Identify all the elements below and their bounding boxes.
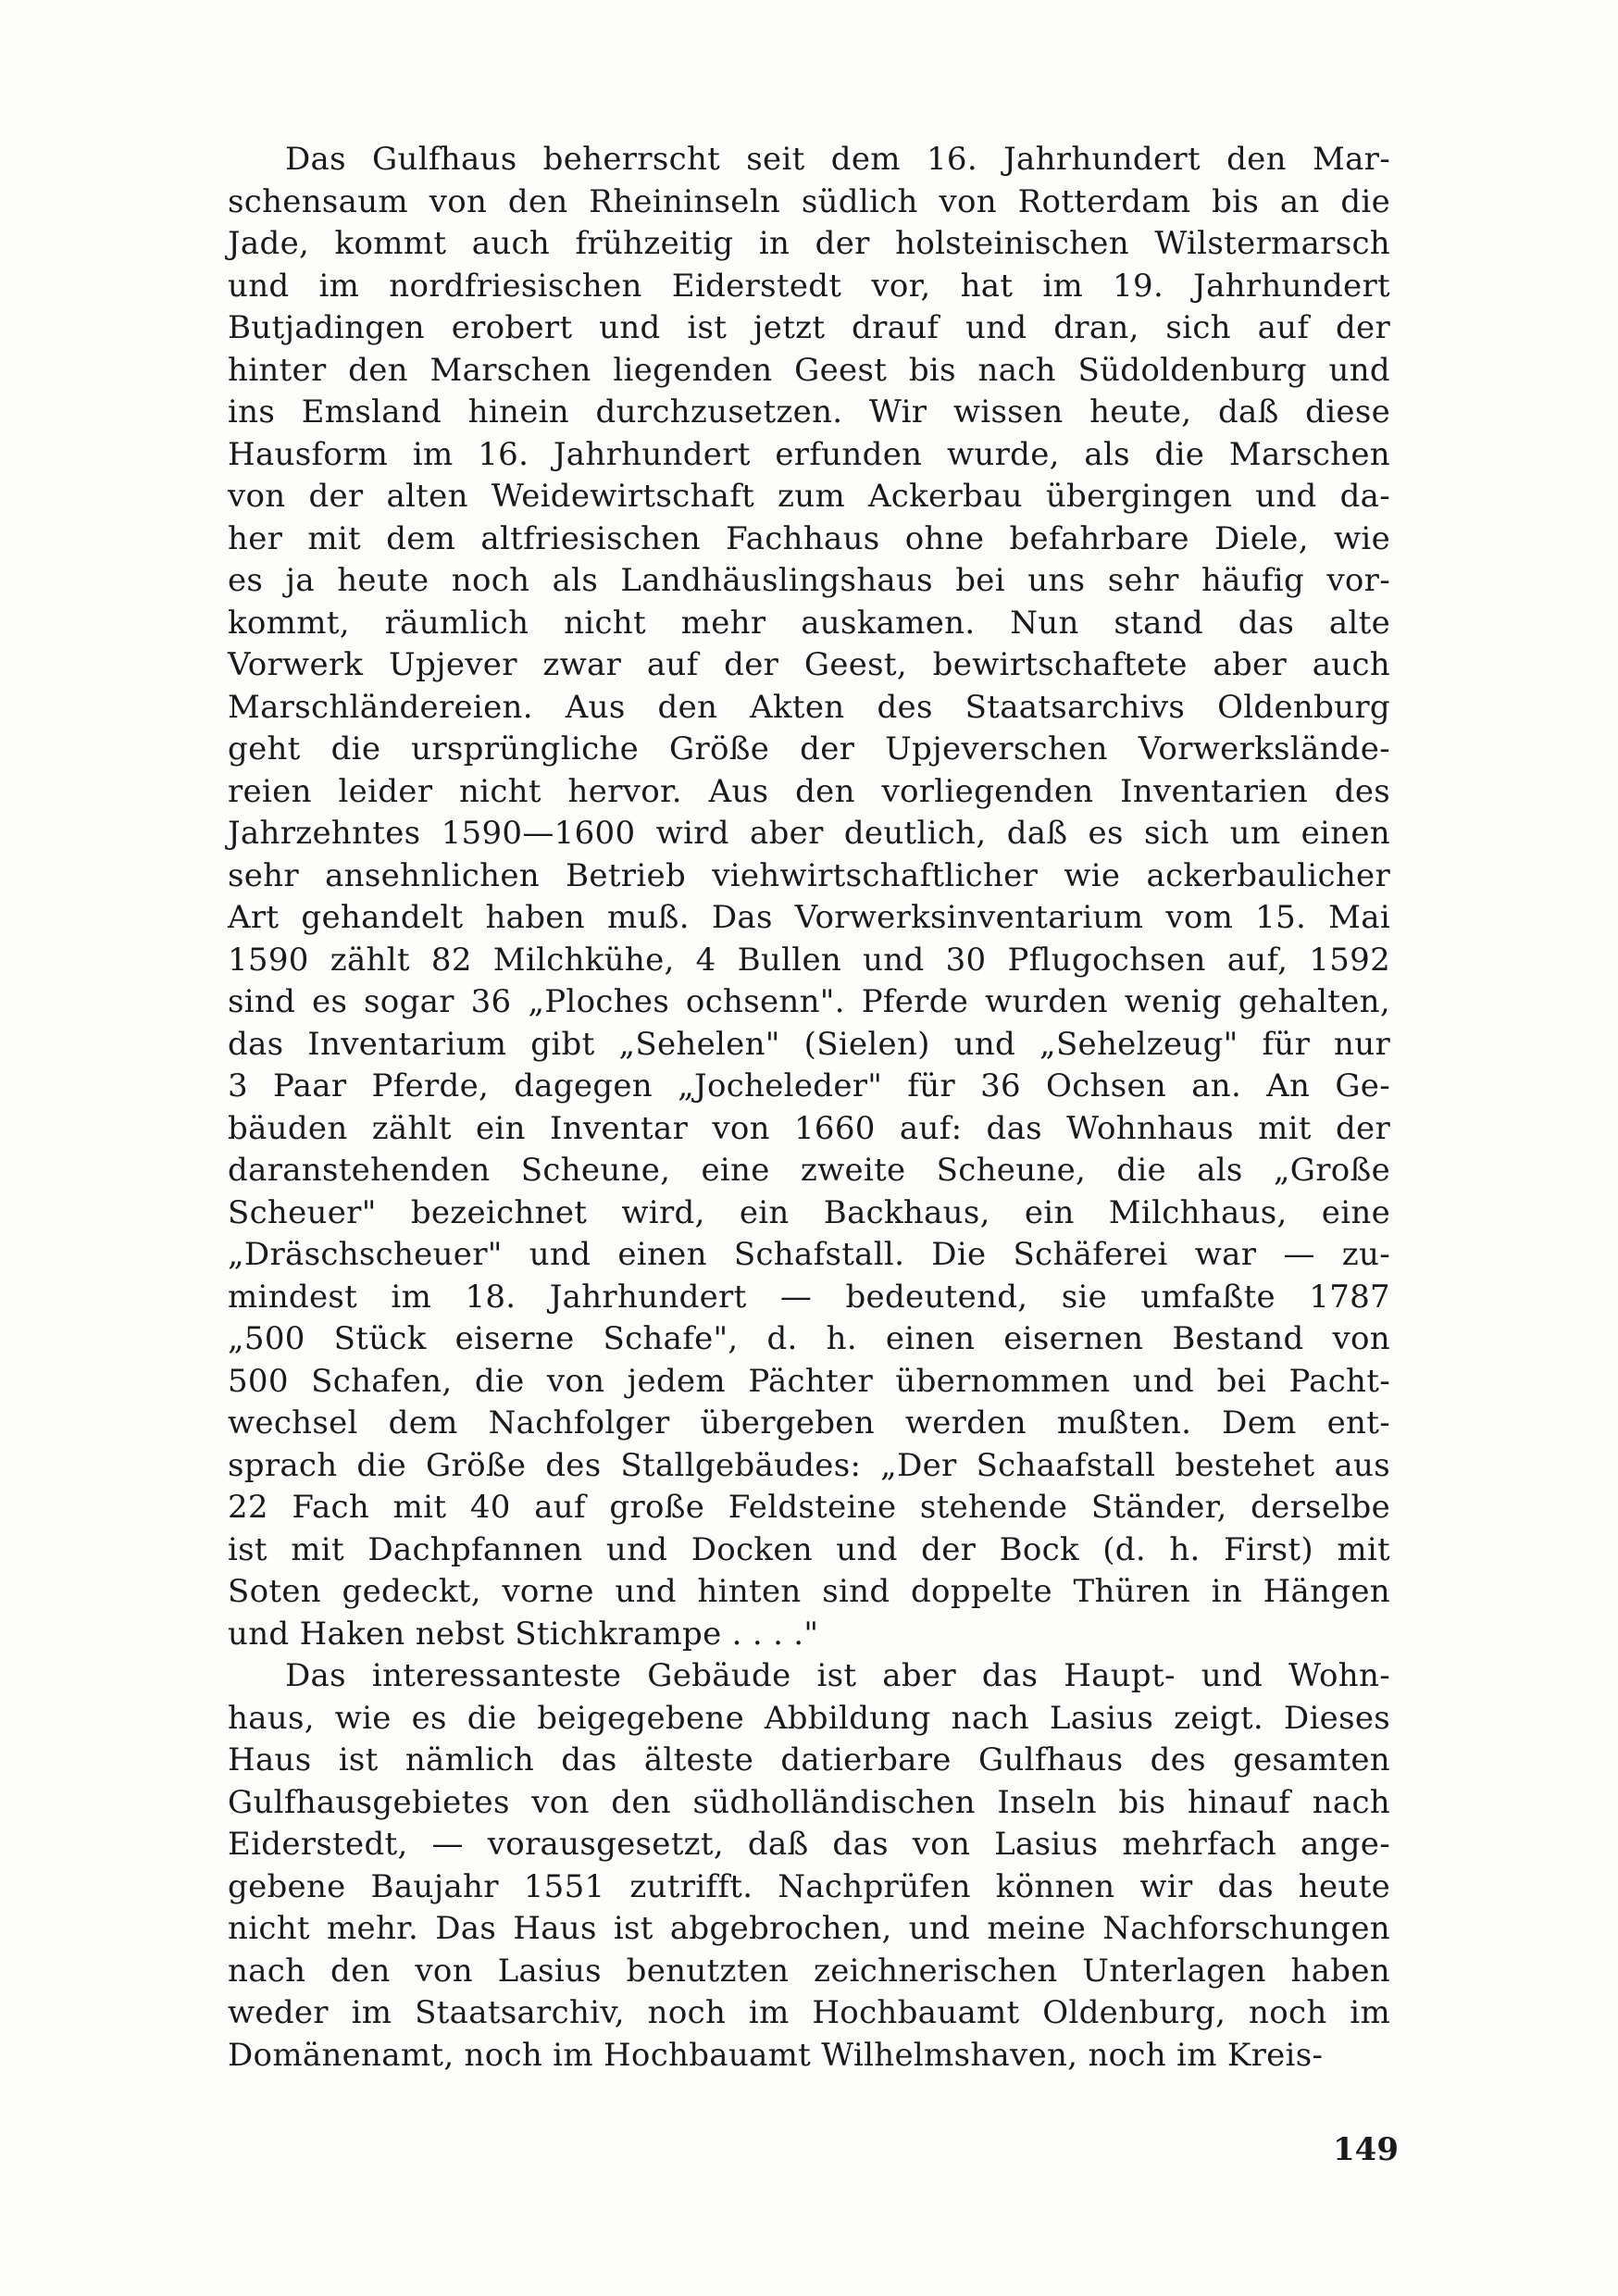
text-line: es ja heute noch als Landhäuslingshaus bei uns sehr häufig vor- <box>228 562 1390 599</box>
text-line: ins Emsland hinein durchzusetzen. Wir wissen heute, daß diese <box>228 393 1390 430</box>
text-line: und Haken nebst Stichkrampe . . . ." <box>228 1615 819 1653</box>
text-line: Marschländereien. Aus den Akten des Staatsarchivs Oldenburg <box>228 688 1390 726</box>
text-line: hinter den Marschen liegenden Geest bis nach Südoldenburg und <box>228 351 1390 389</box>
text-line: 22 Fach mit 40 auf große Feldsteine stehende Ständer, derselbe <box>228 1489 1390 1526</box>
text-line: bäuden zählt ein Inventar von 1660 auf: das Wohnhaus mit der <box>228 1109 1390 1147</box>
text-line: 500 Schafen, die von jedem Pächter übernommen und bei Pacht- <box>228 1362 1390 1400</box>
text-line: Haus ist nämlich das älteste datierbare Gulfhaus des gesamten <box>228 1741 1390 1778</box>
text-line: Soten gedeckt, vorne und hinten sind doppelte Thüren in Hängen <box>228 1573 1390 1610</box>
text-line: geht die ursprüngliche Größe der Upjeverschen Vorwerkslände- <box>228 730 1390 767</box>
text-line: gebene Baujahr 1551 zutrifft. Nachprüfen können wir das heute <box>228 1867 1390 1905</box>
text-line: Das interessanteste Gebäude ist aber das Haupt- und Wohn- <box>285 1657 1390 1694</box>
text-line: Das Gulfhaus beherrscht seit dem 16. Jahrhundert den Mar- <box>285 141 1390 178</box>
text-line: „500 Stück eiserne Schafe", d. h. einen eisernen Bestand von <box>228 1320 1390 1357</box>
text-line: haus, wie es die beigegebene Abbildung nach Lasius zeigt. Dieses <box>228 1699 1390 1737</box>
paragraph-2 <box>228 1655 1390 2077</box>
text-line: her mit dem altfriesischen Fachhaus ohne befahrbare Diele, wie <box>228 519 1390 557</box>
text-line: sprach die Größe des Stallgebäudes: „Der Schaafstall bestehet aus <box>228 1446 1390 1484</box>
text-line: Hausform im 16. Jahrhundert erfunden wurde, als die Marschen <box>228 435 1390 473</box>
text-line: kommt, räumlich nicht mehr auskamen. Nun stand das alte <box>228 604 1390 642</box>
text-line: 3 Paar Pferde, dagegen „Jocheleder" für 36 Ochsen an. An Ge- <box>228 1067 1390 1104</box>
text-line: Butjadingen erobert und ist jetzt drauf und dran, sich auf der <box>228 309 1390 346</box>
paragraph-1 <box>228 139 1390 1655</box>
text-line: Art gehandelt haben muß. Das Vorwerksinventarium vom 15. Mai <box>228 899 1390 936</box>
text-line: reien leider nicht hervor. Aus den vorliegenden Inventarien des <box>228 772 1390 810</box>
text-line: Jade, kommt auch frühzeitig in der holsteinischen Wilstermarsch <box>228 225 1390 262</box>
text-line: Scheuer" bezeichnet wird, ein Backhaus, ein Milchhaus, eine <box>228 1193 1390 1231</box>
text-line: nach den von Lasius benutzten zeichnerischen Unterlagen haben <box>228 1952 1390 1990</box>
text-line: Domänenamt, noch im Hochbauamt Wilhelmshaven, noch im Kreis- <box>228 2036 1324 2074</box>
text-line: von der alten Weidewirtschaft zum Ackerbau übergingen und da- <box>228 478 1390 515</box>
page-number: 149 <box>1333 2131 1399 2168</box>
text-line: Vorwerk Upjever zwar auf der Geest, bewirtschaftete aber auch <box>228 646 1390 683</box>
text-line: sind es sogar 36 „Ploches ochsenn". Pferde wurden wenig gehalten, <box>228 983 1390 1020</box>
text-line: schensaum von den Rheininseln südlich von Rotterdam bis an die <box>228 182 1390 220</box>
page-body <box>228 139 1390 2077</box>
text-line: Eiderstedt, — vorausgesetzt, daß das von Lasius mehrfach ange- <box>228 1826 1390 1863</box>
text-line: wechsel dem Nachfolger übergeben werden mußten. Dem ent- <box>228 1404 1390 1441</box>
text-line: Gulfhausgebietes von den südholländischen Inseln bis hinauf nach <box>228 1783 1390 1821</box>
text-line: mindest im 18. Jahrhundert — bedeutend, sie umfaßte 1787 <box>228 1278 1390 1316</box>
text-line: weder im Staatsarchiv, noch im Hochbauamt Oldenburg, noch im <box>228 1994 1390 2031</box>
text-line: sehr ansehnlichen Betrieb viehwirtschaftlicher wie ackerbaulicher <box>228 856 1390 894</box>
text-line: ist mit Dachpfannen und Docken und der Bock (d. h. First) mit <box>228 1530 1390 1568</box>
text-line: daranstehenden Scheune, eine zweite Scheune, die als „Große <box>228 1152 1390 1189</box>
text-line: „Dräschscheuer" und einen Schafstall. Die Schäferei war — zu- <box>228 1236 1390 1273</box>
text-line: nicht mehr. Das Haus ist abgebrochen, und meine Nachforschungen <box>228 1910 1390 1947</box>
text-line: das Inventarium gibt „Sehelen" (Sielen) und „Sehelzeug" für nur <box>228 1025 1390 1063</box>
text-line: Jahrzehntes 1590—1600 wird aber deutlich, daß es sich um einen <box>228 815 1390 852</box>
text-line: 1590 zählt 82 Milchkühe, 4 Bullen und 30 Pflugochsen auf, 1592 <box>228 941 1390 979</box>
text-line: und im nordfriesischen Eiderstedt vor, hat im 19. Jahrhundert <box>228 267 1390 305</box>
